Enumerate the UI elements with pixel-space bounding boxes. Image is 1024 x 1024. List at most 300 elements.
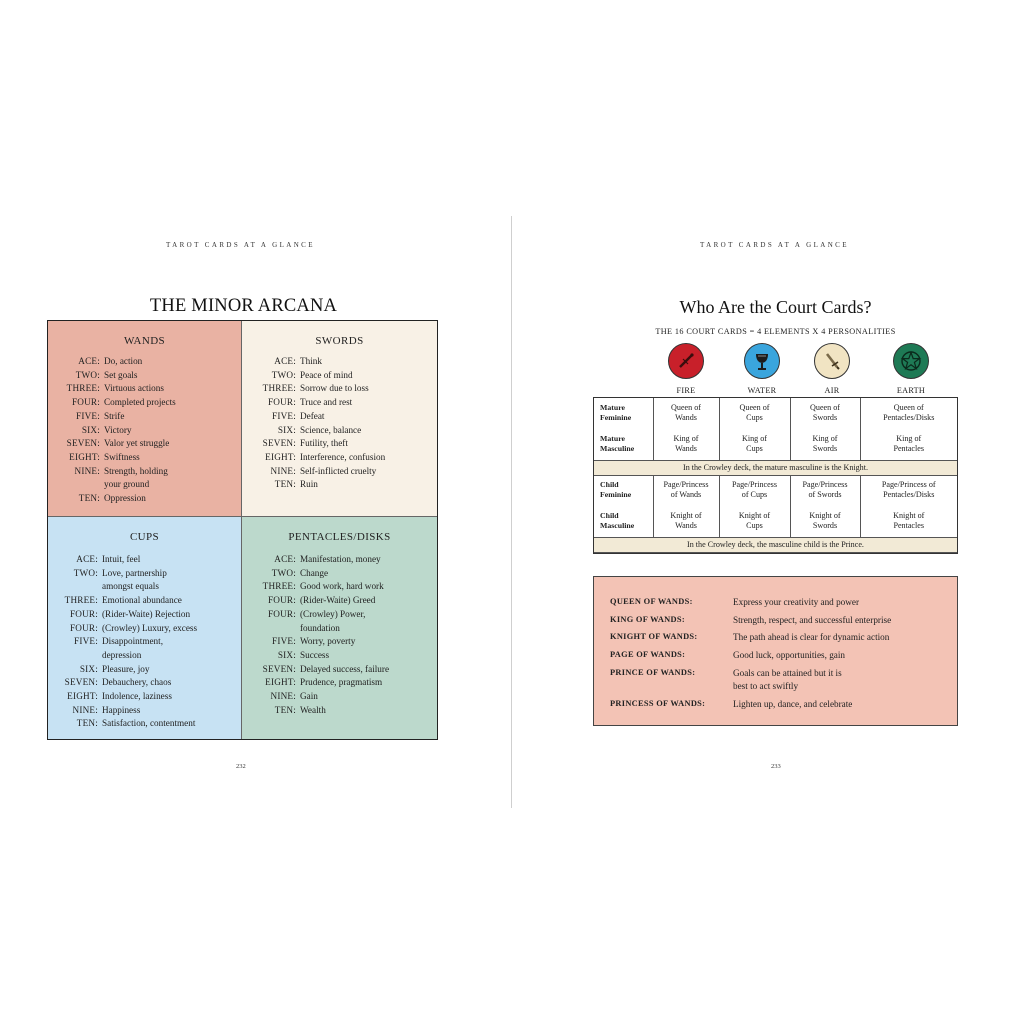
element-label: WATER <box>747 386 777 395</box>
card-meaning-line: Intuit, feel <box>102 554 141 564</box>
court-cell <box>653 398 719 428</box>
card-meaning-line: Swiftness <box>104 451 140 462</box>
cell-line: Pentacles <box>893 443 925 453</box>
card-row <box>242 465 437 479</box>
card-meaning-line: depression <box>102 649 142 660</box>
card-row <box>48 635 241 662</box>
card-rank: EIGHT: <box>265 451 296 462</box>
cell-line: Queen of <box>893 403 924 412</box>
card-row <box>242 635 437 649</box>
card-meaning <box>104 355 241 369</box>
court-table-grid <box>594 398 957 553</box>
card-rank: FOUR: <box>71 397 100 408</box>
meaning-key: PRINCESS OF WANDS: <box>610 699 706 708</box>
card-row <box>242 478 437 492</box>
meaning-line: The path ahead is clear for dynamic action <box>733 632 890 642</box>
minor-arcana-grid <box>47 320 438 740</box>
card-meaning-line: Virtuous actions <box>104 383 164 394</box>
meaning-value <box>733 698 943 711</box>
card-row <box>48 663 241 677</box>
card-meaning-line: Delayed success, failure <box>300 663 390 674</box>
card-rank: TEN: <box>274 479 296 490</box>
court-cell <box>653 428 719 460</box>
card-row <box>242 396 437 410</box>
cell-line: of Swords <box>808 490 842 500</box>
card-meaning-line: Happiness <box>102 704 141 715</box>
court-cell <box>860 475 957 505</box>
cell-line: Swords <box>812 413 838 422</box>
card-rank: FOUR: <box>267 608 296 619</box>
card-meaning-line: Wealth <box>300 704 326 715</box>
card-meaning-line: Think <box>300 356 322 366</box>
card-meaning <box>102 567 241 594</box>
card-rank: FIVE: <box>272 636 296 647</box>
card-meaning <box>300 382 437 396</box>
cell-line: Pentacles <box>893 520 925 530</box>
card-meaning <box>300 580 437 594</box>
card-rank: TWO: <box>75 369 100 380</box>
court-row-child-feminine <box>594 475 957 505</box>
court-cards-table <box>593 397 958 554</box>
card-rank: FOUR: <box>267 595 296 606</box>
cups-list <box>48 553 241 731</box>
card-row <box>242 424 437 438</box>
card-meaning <box>104 410 241 424</box>
card-row <box>242 608 437 635</box>
card-rank: NINE: <box>270 465 296 476</box>
card-row <box>48 369 241 383</box>
row-header <box>594 505 653 537</box>
card-meaning-line: Indolence, laziness <box>102 691 172 702</box>
cell-line: Queen of <box>739 403 770 412</box>
meaning-value <box>733 667 943 692</box>
court-note-row <box>594 537 957 552</box>
wands-meaning-row <box>610 667 943 692</box>
card-row <box>48 690 241 704</box>
page-number-left: 232 <box>236 763 246 770</box>
card-meaning <box>102 608 241 622</box>
card-row <box>242 451 437 465</box>
card-meaning <box>104 492 241 506</box>
cell-line: Knight of <box>809 510 841 520</box>
meaning-key: KING OF WANDS: <box>610 615 685 624</box>
card-rank: SEVEN: <box>66 438 100 449</box>
court-cell <box>860 398 957 428</box>
card-meaning <box>102 704 241 718</box>
card-meaning <box>300 704 437 718</box>
card-rank: EIGHT: <box>265 677 296 688</box>
card-meaning-line: Completed projects <box>104 397 176 408</box>
card-meaning-line: Success <box>300 649 330 660</box>
card-row <box>48 396 241 410</box>
card-meaning <box>104 424 241 438</box>
court-row-mature-masculine <box>594 428 957 460</box>
element-air <box>807 343 857 395</box>
card-meaning-line: (Crowley) Luxury, excess <box>102 622 198 633</box>
card-row <box>242 704 437 718</box>
page-title-court-cards: Who Are the Court Cards? <box>679 297 872 317</box>
suit-title-cups: CUPS <box>129 531 160 543</box>
card-rank: FIVE: <box>272 410 296 421</box>
row-header-line: Feminine <box>600 413 632 422</box>
swords-list <box>242 355 437 492</box>
card-rank: SIX: <box>81 424 100 435</box>
card-meaning <box>300 424 437 438</box>
card-meaning <box>300 553 437 567</box>
card-rank: NINE: <box>74 465 100 476</box>
court-row-child-masculine <box>594 505 957 537</box>
card-meaning <box>300 451 437 465</box>
card-meaning-line: Truce and rest <box>300 397 353 408</box>
card-rank: THREE: <box>262 581 296 592</box>
card-meaning-line: Debauchery, chaos <box>102 677 172 688</box>
pentacles-quadrant <box>242 517 437 739</box>
row-header-line: Child <box>600 510 619 520</box>
wands-meaning-row <box>610 649 943 662</box>
meaning-line: Good luck, opportunities, gain <box>733 650 846 660</box>
court-cell <box>790 398 860 428</box>
card-row <box>48 676 241 690</box>
card-meaning-line: Gain <box>300 691 318 702</box>
card-rank: ACE: <box>274 356 296 366</box>
card-rank: TWO: <box>73 567 98 578</box>
card-meaning-line: Love, partnership <box>102 567 167 578</box>
meaning-value <box>733 596 943 609</box>
card-rank: THREE: <box>262 383 296 394</box>
cell-line: Swords <box>812 443 838 453</box>
card-rank: SIX: <box>277 649 296 660</box>
card-row <box>242 567 437 581</box>
element-earth <box>886 343 936 395</box>
cell-line: Page/Princess of <box>881 480 936 490</box>
card-meaning <box>102 622 241 636</box>
card-meaning-line: (Rider-Waite) Greed <box>300 595 376 606</box>
card-row <box>48 622 241 636</box>
card-meaning-line: Disappointment, <box>102 636 163 647</box>
card-meaning <box>102 717 241 731</box>
card-meaning-line: Pleasure, joy <box>102 663 150 674</box>
card-meaning-line: Futility, theft <box>300 438 348 449</box>
card-rank: SIX: <box>79 663 98 674</box>
cups-quadrant <box>48 517 242 739</box>
cell-line: Queen of <box>671 403 701 412</box>
cell-line: Knight of <box>893 510 925 520</box>
card-meaning <box>104 451 241 465</box>
card-meaning <box>104 437 241 451</box>
meaning-line: best to act swiftly <box>733 680 799 691</box>
court-cell <box>653 505 719 537</box>
suit-title-pentacles: PENTACLES/DISKS <box>288 531 391 543</box>
row-header-line: Child <box>600 480 619 490</box>
wands-meaning-row <box>610 596 943 609</box>
card-rank: NINE: <box>72 704 98 715</box>
wands-list <box>48 355 241 506</box>
meaning-line: Goals can be attained but it is <box>733 668 842 678</box>
meaning-key: QUEEN OF WANDS: <box>610 597 693 606</box>
card-meaning <box>300 649 437 663</box>
cell-line: Queen of <box>810 403 840 412</box>
cell-line: Cups <box>746 443 763 453</box>
wands-meaning-row <box>610 631 943 644</box>
card-meaning <box>102 553 241 567</box>
meaning-key: KNIGHT OF WANDS: <box>610 632 698 641</box>
cup-icon <box>744 343 780 379</box>
cell-line: King of <box>812 433 838 443</box>
card-meaning <box>300 437 437 451</box>
card-rank: THREE: <box>64 595 98 606</box>
cell-line: Page/Princess <box>732 480 777 490</box>
card-rank: SEVEN: <box>262 663 296 674</box>
running-head-left: TAROT CARDS AT A GLANCE <box>166 241 315 249</box>
court-cell <box>653 475 719 505</box>
card-row <box>48 717 241 731</box>
element-water <box>737 343 787 395</box>
card-meaning-line: Strife <box>104 410 125 421</box>
card-meaning-line: Victory <box>104 424 132 435</box>
card-meaning-line: (Crowley) Power, <box>300 608 366 619</box>
card-meaning-line: Strength, holding <box>104 465 168 476</box>
row-header-line: Masculine <box>600 520 635 530</box>
card-meaning-line: Oppression <box>104 493 146 504</box>
card-meaning-line: Emotional abundance <box>102 595 182 606</box>
court-cards-subtitle: THE 16 COURT CARDS = 4 ELEMENTS X 4 PERSONALITIES <box>655 327 896 336</box>
card-meaning-line: (Rider-Waite) Rejection <box>102 608 191 619</box>
crowley-note-knight: In the Crowley deck, the mature masculine is the Knight. <box>594 460 957 475</box>
card-rank: TEN: <box>76 718 98 729</box>
card-row <box>48 704 241 718</box>
meaning-key: PAGE OF WANDS: <box>610 650 686 659</box>
card-meaning <box>300 567 437 581</box>
card-meaning-line: Defeat <box>300 410 325 421</box>
cell-line: Page/Princess <box>663 480 709 490</box>
card-meaning-line: Set goals <box>104 369 138 380</box>
cell-line: Swords <box>812 520 838 530</box>
card-row <box>48 492 241 506</box>
cell-line: King of <box>896 433 922 443</box>
element-label: FIRE <box>676 386 696 395</box>
card-meaning-line: Sorrow due to loss <box>300 383 369 394</box>
card-rank: FOUR: <box>267 397 296 408</box>
cell-line: Page/Princess <box>802 480 848 490</box>
row-header-line: Mature <box>600 403 625 412</box>
cell-line: Wands <box>675 443 697 453</box>
card-meaning <box>104 465 241 492</box>
card-rank: FIVE: <box>74 636 98 647</box>
card-rank: EIGHT: <box>69 451 100 462</box>
card-row <box>242 649 437 663</box>
meaning-key: PRINCE OF WANDS: <box>610 668 696 677</box>
card-row <box>242 690 437 704</box>
suit-title-swords: SWORDS <box>315 335 364 347</box>
wands-meaning-row <box>610 698 943 711</box>
card-row <box>48 553 241 567</box>
card-row <box>242 355 437 369</box>
card-meaning-line: Science, balance <box>300 424 362 435</box>
row-header <box>594 398 653 428</box>
court-cell <box>719 505 790 537</box>
swords-quadrant <box>242 321 437 517</box>
card-row <box>48 410 241 424</box>
court-row-mature-feminine <box>594 398 957 428</box>
meaning-value <box>733 631 943 644</box>
cell-line: of Cups <box>741 490 768 500</box>
meaning-line: Strength, respect, and successful enterprise <box>733 615 892 625</box>
card-rank: SEVEN: <box>262 438 296 449</box>
card-row <box>242 580 437 594</box>
card-meaning-line: Ruin <box>300 479 318 490</box>
card-rank: ACE: <box>76 554 98 564</box>
row-header-line: Feminine <box>600 490 632 500</box>
card-row <box>48 437 241 451</box>
card-row <box>242 410 437 424</box>
card-meaning <box>300 478 437 492</box>
cell-line: King of <box>673 433 699 443</box>
card-row <box>242 437 437 451</box>
card-meaning <box>300 676 437 690</box>
card-meaning <box>300 465 437 479</box>
card-meaning <box>102 635 241 662</box>
cell-line: Wands <box>675 520 697 530</box>
meaning-line: Express your creativity and power <box>733 597 860 607</box>
pentacle-icon <box>893 343 929 379</box>
card-meaning-line: amongst equals <box>102 581 159 592</box>
running-head-right: TAROT CARDS AT A GLANCE <box>700 241 849 249</box>
cell-line: Knight of <box>738 510 771 520</box>
card-meaning <box>300 410 437 424</box>
card-row <box>48 451 241 465</box>
meaning-value <box>733 649 943 662</box>
card-row <box>242 369 437 383</box>
card-rank: SEVEN: <box>64 677 98 688</box>
meaning-line: Lighten up, dance, and celebrate <box>733 699 853 709</box>
card-meaning-line: Good work, hard work <box>300 581 384 592</box>
cell-line: Knight of <box>670 510 702 520</box>
cell-line: of Wands <box>670 490 702 500</box>
card-rank: SIX: <box>277 424 296 435</box>
card-meaning <box>102 676 241 690</box>
card-meaning-line: Manifestation, money <box>300 554 381 564</box>
element-fire <box>661 343 711 395</box>
cell-line: Pentacles/Disks <box>883 413 935 422</box>
card-meaning-line: Change <box>300 567 329 578</box>
court-cell <box>860 428 957 460</box>
court-cell <box>860 505 957 537</box>
card-row <box>242 676 437 690</box>
card-meaning <box>104 369 241 383</box>
meaning-value <box>733 614 943 627</box>
card-meaning-line: Peace of mind <box>300 369 353 380</box>
page-number-right: 233 <box>771 763 781 770</box>
card-meaning-line: Worry, poverty <box>300 636 356 647</box>
element-label: EARTH <box>896 386 926 395</box>
card-meaning <box>300 594 437 608</box>
card-rank: EIGHT: <box>67 691 98 702</box>
court-cell <box>790 428 860 460</box>
card-row <box>48 424 241 438</box>
card-row <box>242 663 437 677</box>
element-label: AIR <box>824 386 840 395</box>
cell-line: Cups <box>746 520 763 530</box>
court-cell <box>719 475 790 505</box>
card-meaning <box>300 663 437 677</box>
card-rank: TEN: <box>274 704 296 715</box>
card-meaning <box>102 690 241 704</box>
card-meaning-line: Prudence, pragmatism <box>300 677 383 688</box>
card-rank: ACE: <box>78 356 100 366</box>
wands-quadrant <box>48 321 242 517</box>
row-header-line: Masculine <box>600 443 635 453</box>
wand-icon <box>668 343 704 379</box>
sword-icon <box>814 343 850 379</box>
court-note-row <box>594 460 957 475</box>
card-rank: FOUR: <box>69 608 98 619</box>
card-meaning <box>104 396 241 410</box>
court-cell <box>719 428 790 460</box>
card-rank: ACE: <box>274 554 296 564</box>
book-gutter <box>511 216 512 808</box>
row-header-line: Mature <box>600 433 625 443</box>
page-title-minor-arcana: THE MINOR ARCANA <box>149 296 338 316</box>
card-row <box>48 355 241 369</box>
card-meaning-line: your ground <box>104 479 150 490</box>
card-meaning <box>102 663 241 677</box>
card-rank: NINE: <box>270 691 296 702</box>
cell-line: Wands <box>675 413 697 422</box>
card-meaning <box>300 396 437 410</box>
pentacles-list <box>242 553 437 717</box>
wands-court-meanings-box <box>593 576 958 726</box>
card-meaning <box>300 355 437 369</box>
card-row <box>48 567 241 594</box>
court-cell <box>790 505 860 537</box>
card-meaning-line: Interference, confusion <box>300 451 386 462</box>
cell-line: King of <box>742 433 767 443</box>
card-meaning <box>300 369 437 383</box>
card-row <box>242 553 437 567</box>
card-rank: TEN: <box>78 493 100 504</box>
card-meaning <box>104 382 241 396</box>
card-meaning-line: foundation <box>300 622 340 633</box>
crowley-note-prince: In the Crowley deck, the masculine child is the Prince. <box>594 537 957 552</box>
card-meaning-line: Valor yet struggle <box>104 438 170 449</box>
card-rank: FIVE: <box>76 410 100 421</box>
card-meaning <box>300 635 437 649</box>
card-row <box>48 382 241 396</box>
card-meaning <box>300 690 437 704</box>
card-rank: THREE: <box>66 383 100 394</box>
court-cell <box>719 398 790 428</box>
card-row <box>48 465 241 492</box>
card-meaning <box>300 608 437 635</box>
cell-line: Cups <box>746 413 763 422</box>
card-meaning-line: Satisfaction, contentment <box>102 718 196 729</box>
card-rank: TWO: <box>271 369 296 380</box>
wands-meaning-row <box>610 614 943 627</box>
card-meaning-line: Self-inflicted cruelty <box>300 465 377 476</box>
card-meaning-line: Do, action <box>104 356 143 366</box>
card-row <box>242 382 437 396</box>
cell-line: Pentacles/Disks <box>883 490 935 500</box>
suit-title-wands: WANDS <box>123 335 166 347</box>
court-cell <box>790 475 860 505</box>
row-header <box>594 475 653 505</box>
card-row <box>48 594 241 608</box>
card-row <box>48 608 241 622</box>
card-rank: FOUR: <box>69 622 98 633</box>
card-rank: TWO: <box>271 567 296 578</box>
row-header <box>594 428 653 460</box>
card-row <box>242 594 437 608</box>
